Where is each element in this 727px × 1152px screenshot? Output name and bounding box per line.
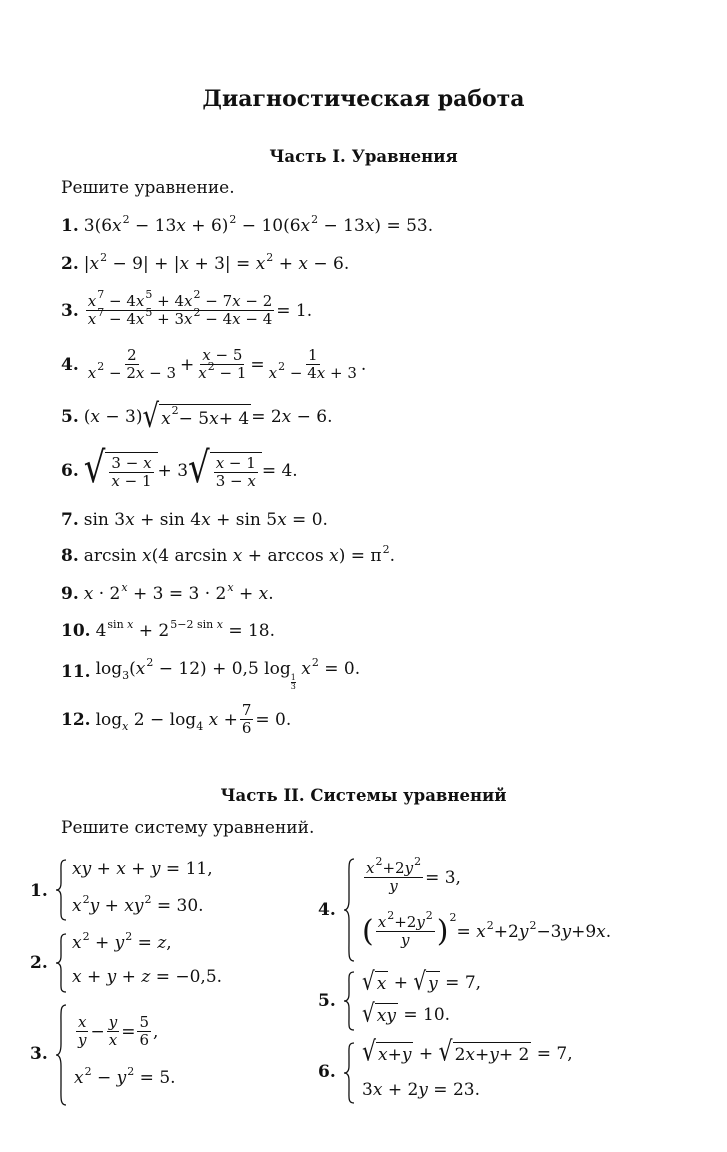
problem-number: 9. xyxy=(61,584,79,604)
brace-icon xyxy=(54,933,68,993)
problem-number: 6. xyxy=(318,1062,336,1082)
problem-number: 5. xyxy=(61,407,79,427)
problem-number: 2. xyxy=(61,254,79,274)
problem-number: 5. xyxy=(318,991,336,1011)
page-title: Диагностическая работа xyxy=(202,86,525,112)
problem-number: 1. xyxy=(61,216,79,236)
problem-number: 4. xyxy=(318,900,336,920)
problem-number: 7. xyxy=(61,510,79,530)
part2-intro: Решите систему уравнений. xyxy=(61,818,315,838)
problem-number: 11. xyxy=(61,662,91,682)
equation-6: 6. √ $\frac{3 - x}{x - 1}$ + 3 √ $\frac{x - 1}{3 - x}$ = 4. xyxy=(61,443,298,494)
brace-icon xyxy=(54,1004,68,1106)
equation-7: 7. sin 3x + sin 4x + sin 5x = 0. xyxy=(61,510,328,530)
part1-intro: Решите уравнение. xyxy=(61,178,235,198)
equation-4: 4. $\frac{2}{x^2 - 2x - 3}$ + $\frac{x - 5}{x^2 - 1}$ = $\frac{1}{x^2 - 4x + 3}$ . xyxy=(61,346,367,383)
equation-9: 9. $x \cdot 2^x + 3 = 3 \cdot 2^x + x$. xyxy=(61,581,274,604)
equation-12: 12. $\log_x 2 - \log_4 x$ + $\frac{7}{6}$ = 0. xyxy=(61,701,292,738)
problem-number: 10. xyxy=(61,621,91,641)
equation-2: 2. $|x^2 - 9| + |x + 3| = x^2 + x - 6$. xyxy=(61,251,350,274)
equation-3: 3. $\frac{x^7 - 4x^5 + 4x^2 - 7x - 2}{x^7 - 4x^5 + 3x^2 - 4x - 4}$ = 1. xyxy=(61,288,313,329)
problem-number: 1. xyxy=(30,881,48,901)
equation-11: 11. $\log_3(x^2 - 12) + 0,5$ log $\frac{1}{3}$ $x^2 = 0$. xyxy=(61,656,361,691)
brace-icon xyxy=(342,1042,356,1104)
problem-number: 12. xyxy=(61,709,91,730)
brace-icon xyxy=(342,971,356,1031)
brace-icon xyxy=(342,858,356,962)
problem-number: 8. xyxy=(61,546,79,566)
part1-heading: Часть I. Уравнения xyxy=(269,147,458,166)
equation-5: 5. (x − 3) √ x $^2$ − 5 x + 4 = 2x − 6. xyxy=(61,398,333,436)
part2-heading: Часть II. Системы уравнений xyxy=(220,786,507,805)
problem-number: 3. xyxy=(61,300,79,321)
problem-number: 6. xyxy=(61,461,79,482)
equation-10: 10. $4^{sin x} + 2^{5-2 sin x} = 18$. xyxy=(61,618,276,641)
equation-8: 8. arcsin x(4 $\arcsin x + \arccos x) = \pi^2$. xyxy=(61,543,395,566)
problem-number: 4. xyxy=(61,354,79,375)
brace-icon xyxy=(54,859,68,921)
equation-1: 1. $3(6x^2 - 13x + 6)^2 - 10(6x^2 - 13x) = 53$. xyxy=(61,213,434,236)
problem-number: 2. xyxy=(30,953,48,973)
problem-number: 3. xyxy=(30,1044,48,1064)
